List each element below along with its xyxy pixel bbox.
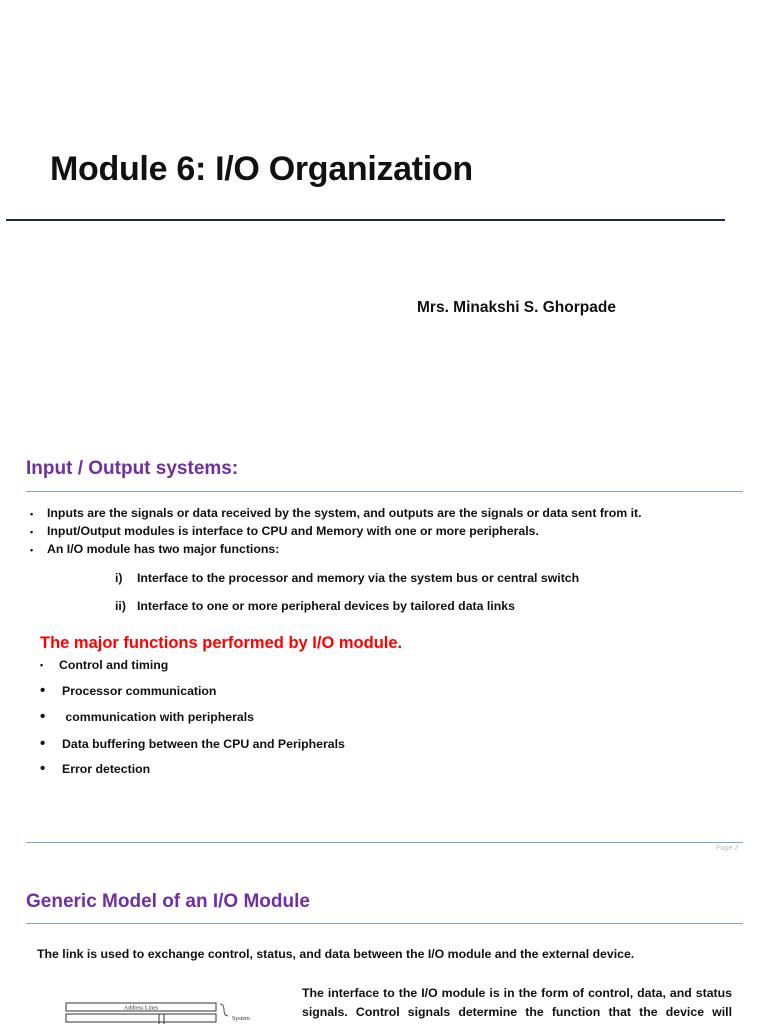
- bullet-icon: •: [40, 735, 46, 752]
- author-name: Mrs. Minakshi S. Ghorpade: [417, 299, 616, 316]
- page-number: Page 2: [716, 845, 739, 852]
- bullet-icon: •: [40, 660, 44, 670]
- diagram-system-label: System: [232, 1016, 250, 1022]
- list-item: • Data buffering between the CPU and Peripherals: [40, 735, 345, 752]
- section-divider: [26, 842, 743, 843]
- io-module-diagram: [64, 998, 264, 1024]
- bullet-icon: •: [40, 682, 46, 699]
- section-heading-generic-model: Generic Model of an I/O Module: [26, 891, 310, 912]
- list-item: • Input/Output modules is interface to CPU and Memory with one or more peripherals.: [30, 524, 539, 538]
- slide-title: Module 6: I/O Organization: [50, 150, 473, 188]
- bullet-icon: •: [30, 527, 34, 537]
- list-item: • An I/O module has two major functions:: [30, 542, 280, 556]
- bullet-icon: •: [30, 509, 34, 519]
- functions-heading: The major functions performed by I/O module.: [40, 634, 403, 652]
- list-item: • Inputs are the signals or data received by the system, and outputs are the signals or data sent from it.: [30, 506, 642, 520]
- bullet-icon: •: [30, 545, 34, 555]
- list-item: • communication with peripherals: [40, 708, 255, 725]
- sub-item: i) Interface to the processor and memory via the system bus or central switch: [115, 571, 580, 585]
- bullet-icon: •: [40, 708, 46, 725]
- interface-paragraph: The interface to the I/O module is in the form of control, data, and status signals. Control signals determine the function that the device will: [302, 986, 732, 1019]
- list-item: • Processor communication: [40, 682, 217, 699]
- list-item: • Error detection: [40, 760, 151, 777]
- diagram-address-lines-label: Address Lines: [123, 1005, 159, 1012]
- bullet-icon: •: [40, 760, 46, 777]
- section-heading-io-systems: Input / Output systems:: [26, 458, 239, 479]
- list-item: • Control and timing: [40, 658, 169, 672]
- bullet-list: [30, 506, 642, 560]
- sub-item: ii) Interface to one or more peripheral devices by tailored data links: [115, 599, 515, 613]
- link-description: The link is used to exchange control, status, and data between the I/O module and the external device.: [37, 947, 635, 961]
- title-divider: [6, 219, 725, 221]
- section-divider: [26, 923, 743, 924]
- section-divider: [26, 491, 743, 492]
